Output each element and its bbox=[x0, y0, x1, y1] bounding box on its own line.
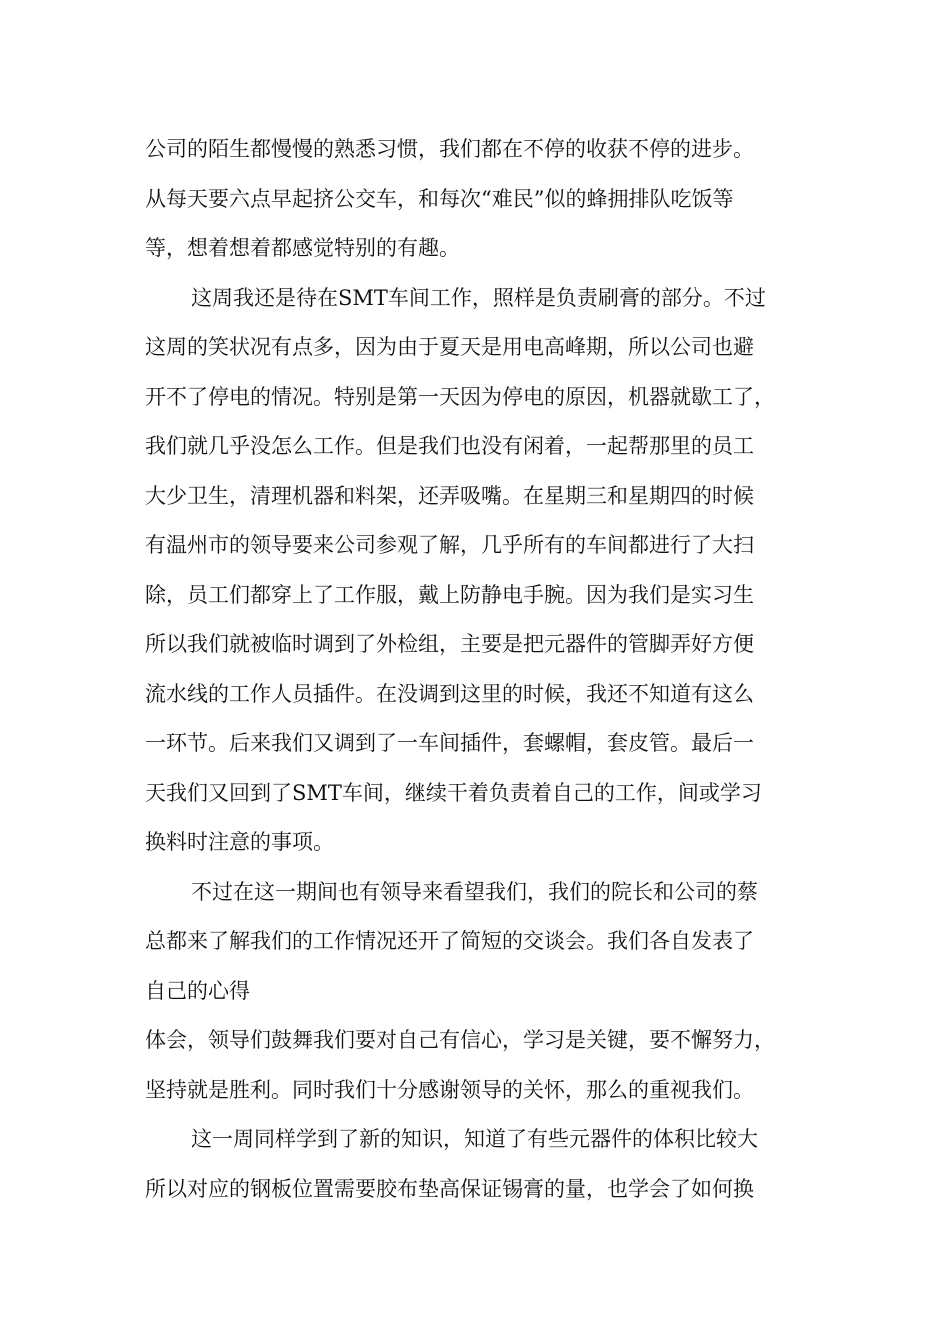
text-line: 所以对应的钢板位置需要胶布垫高保证锡膏的量，也学会了如何换 bbox=[145, 1176, 754, 1201]
text-line: 开不了停电的情况。特别是第一天因为停电的原因，机器就歇工了， bbox=[145, 384, 775, 409]
text-line: 大少卫生，清理机器和料架，还弄吸嘴。在星期三和星期四的时候 bbox=[145, 483, 754, 508]
text-line: 体会，领导们鼓舞我们要对自己有信心，学习是关键，要不懈努力， bbox=[145, 1028, 775, 1052]
text-line: 我们就几乎没怎么工作。但是我们也没有闲着，一起帮那里的员工 bbox=[145, 434, 754, 458]
text-line: 这周我还是待在SMT车间工作，照样是负责刷膏的部分。不过 bbox=[191, 285, 766, 310]
text-line: 换料时注意的事项。 bbox=[145, 830, 334, 854]
text-line: 坚持就是胜利。同时我们十分感谢领导的关怀，那么的重视我们。 bbox=[145, 1077, 754, 1102]
text-line: 一环节。后来我们又调到了一车间插件，套螺帽，套皮管。最后一 bbox=[145, 731, 754, 755]
text-line: 所以我们就被临时调到了外检组，主要是把元器件的管脚弄好方便 bbox=[145, 632, 754, 656]
text-line: 总都来了解我们的工作情况还开了简短的交谈会。我们各自发表了 bbox=[145, 929, 754, 953]
text-line: 这一周同样学到了新的知识，知道了有些元器件的体积比较大 bbox=[191, 1127, 758, 1151]
text-line: 天我们又回到了SMT车间，继续干着负责着自己的工作，间或学习 bbox=[145, 780, 762, 805]
text-line: 不过在这一期间也有领导来看望我们，我们的院长和公司的蔡 bbox=[191, 879, 758, 904]
text-line: 这周的笑状况有点多，因为由于夏天是用电高峰期，所以公司也避 bbox=[145, 335, 754, 359]
text-line: 流水线的工作人员插件。在没调到这里的时候，我还不知道有这么 bbox=[145, 681, 754, 706]
text-line: 从每天要六点早起挤公交车，和每次“难民”似的蜂拥排队吃饭等 bbox=[145, 186, 734, 211]
text-line: 除，员工们都穿上了工作服，戴上防静电手腕。因为我们是实习生 bbox=[145, 582, 754, 607]
text-line: 有温州市的领导要来公司参观了解，几乎所有的车间都进行了大扫 bbox=[145, 533, 754, 557]
text-line: 自己的心得 bbox=[145, 978, 250, 1003]
text-line: 等，想着想着都感觉特别的有趣。 bbox=[145, 236, 460, 260]
text-line: 公司的陌生都慢慢的熟悉习惯，我们都在不停的收获不停的进步。 bbox=[145, 137, 754, 161]
document-body bbox=[145, 125, 835, 1214]
